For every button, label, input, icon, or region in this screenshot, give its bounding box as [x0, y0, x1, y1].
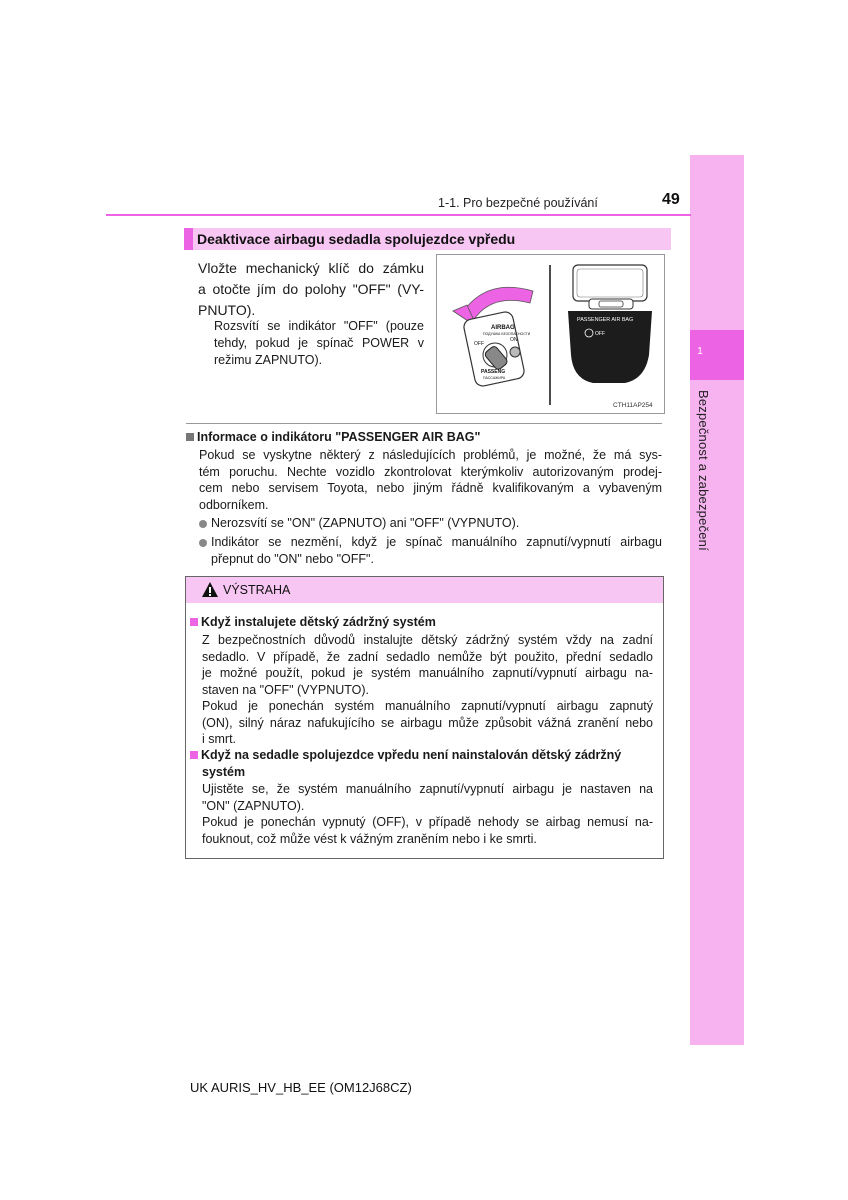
airbag-switch-figure — [436, 254, 665, 414]
section-heading-text: Deaktivace airbagu sedadla spolujezdce vpředu — [197, 231, 516, 247]
warning-body-line: i smrt. — [202, 732, 237, 746]
intro-line: a otočte jím do polohy "OFF" (VY- — [198, 281, 424, 297]
running-header: 1-1. Pro bezpečné používání — [438, 196, 598, 210]
warning-heading-line: Když na sedadle spolujezdce vpředu není nainstalován dětský zádržný — [201, 748, 622, 762]
switch-label-top: AIRBAG — [491, 325, 515, 331]
warning-body-line: Pokud je ponechán systém manuálního zapnutí/vypnutí airbagu zapnutý — [202, 699, 653, 713]
warning-body-line: je možné použít, pokud je systém manuálního zapnutí/vypnutí airbagu na- — [202, 666, 653, 680]
warning-body-line: sedadlo. V případě, že zadní sedadlo nemůže být použito, přední sedadlo — [202, 649, 653, 664]
warning-item-body — [202, 632, 653, 748]
display-frame — [573, 265, 647, 301]
info-line: tém poruchu. Nechte vozidlo zkontrolovat kterýmkoliv autorizovaným prodej- — [199, 464, 662, 479]
warning-body-line: "ON" (ZAPNUTO). — [202, 798, 305, 813]
info-line: cem nebo servisem Toyota, nebo jiným řádně kvalifikovaným a vybaveným — [199, 481, 662, 495]
bullet-line: Indikátor se nezmění, když je spínač manuálního zapnutí/vypnutí airbagu — [211, 535, 662, 549]
switch-off-label: OFF — [474, 341, 484, 347]
warning-item-heading — [190, 747, 660, 780]
info-heading-text: Informace o indikátoru "PASSENGER AIR BAG" — [197, 430, 481, 444]
bullet-line: Nerozsvítí se "ON" (ZAPNUTO) ani "OFF" (VYPNUTO). — [211, 516, 520, 530]
indicator-label: PASSENGER AIR BAG — [577, 317, 634, 323]
warning-heading-line: Když instalujete dětský zádržný systém — [201, 615, 436, 629]
switch-on-label: ON — [510, 337, 518, 343]
warning-heading-line: systém — [202, 764, 246, 779]
warning-triangle-icon — [201, 581, 219, 598]
switch-label-top-sub: ПОДУШКА БЕЗОПАСНОСТИ — [483, 332, 531, 336]
info-line: Pokud se vyskytne některý z následujících problémů, je možné, že má sys- — [199, 448, 662, 462]
warning-body-line: staven na "OFF" (VYPNUTO). — [202, 682, 370, 697]
intro-paragraph — [198, 258, 424, 321]
bullet-line: přepnut do "ON" nebo "OFF". — [211, 551, 374, 566]
page-number: 49 — [662, 191, 680, 208]
figure-code: CTH11AP254 — [613, 402, 653, 409]
warning-header — [186, 577, 663, 603]
chapter-side-tab — [690, 155, 744, 1045]
info-line: odborníkem. — [199, 497, 269, 512]
warning-body-line: (ON), silný náraz nafukujícího se airbagu může způsobit vážná zranění nebo — [202, 715, 653, 730]
warning-body-line: Ujistěte se, že systém manuálního zapnutí/vypnutí airbagu je nastaven na — [202, 782, 653, 796]
warning-body-line: fouknout, což může vést k vážným zraněním nebo i ke smrti. — [202, 831, 537, 846]
info-body — [199, 447, 662, 513]
chapter-number: 1 — [697, 346, 703, 357]
hazard-button-inner — [599, 301, 623, 307]
warning-title: VÝSTRAHA — [223, 583, 291, 597]
warning-box — [185, 576, 664, 859]
warning-body-line: Pokud je ponechán vypnutý (OFF), v případě nehody se airbag nemusí na- — [202, 815, 653, 829]
warning-body-line: Z bezpečnostních důvodů instalujte dětský zádržný systém vždy na zadní — [202, 633, 653, 647]
info-heading — [186, 430, 480, 444]
section-divider — [186, 423, 662, 424]
switch-label-bottom-sub: ПАССАЖИРА — [483, 376, 506, 380]
indicator-off-label: OFF — [595, 331, 605, 337]
pink-square-bullet-icon — [190, 618, 198, 626]
header-rule — [106, 214, 691, 216]
pink-square-bullet-icon — [190, 751, 198, 759]
round-bullet-icon — [199, 539, 207, 547]
intro-note: Rozsvítí se indikátor "OFF" (pouze tehdy, pokud je spínač POWER v režimu ZAPNUTO). — [214, 319, 424, 367]
section-heading — [184, 228, 671, 250]
info-bullet — [199, 515, 662, 532]
warning-item-heading — [190, 614, 660, 631]
airbag-switch-illustration — [437, 255, 664, 413]
switch-label-bottom: PASSENG — [481, 369, 506, 375]
round-bullet-icon — [199, 520, 207, 528]
key-bow-icon — [510, 347, 520, 357]
square-bullet-icon — [186, 433, 194, 441]
chapter-title: Bezpečnost a zabezpečení — [696, 390, 711, 551]
intro-line: Vložte mechanický klíč do zámku — [198, 260, 424, 276]
document-code: UK AURIS_HV_HB_EE (OM12J68CZ) — [190, 1080, 412, 1095]
intro-line: PNUTO). — [198, 302, 256, 318]
info-bullet — [199, 534, 662, 567]
warning-item-body — [202, 781, 653, 847]
